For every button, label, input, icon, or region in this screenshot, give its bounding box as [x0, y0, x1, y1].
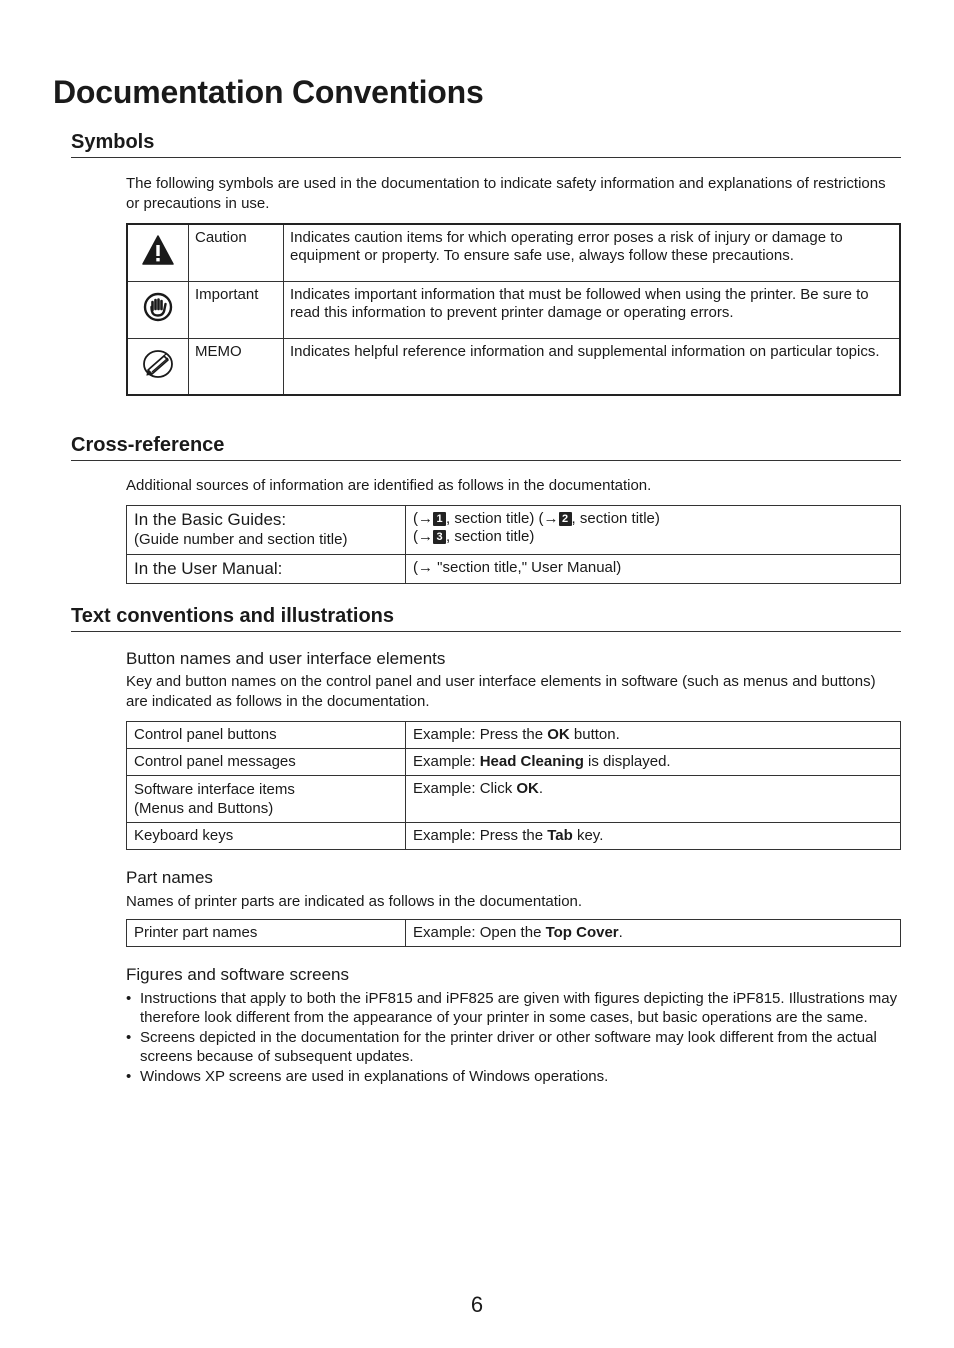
part-names-intro: Names of printer parts are indicated as follows in the documentation.	[126, 893, 583, 910]
symbols-table	[126, 223, 901, 396]
basic-guides-sublabel: (Guide number and section title)	[134, 531, 348, 548]
page-number: 6	[470, 1292, 484, 1317]
convention-label: Control panel buttons	[127, 722, 406, 749]
example-text: Example: Press the	[413, 726, 548, 743]
basic-guides-format	[406, 506, 901, 555]
convention-example	[406, 722, 901, 749]
page-title: Documentation Conventions	[53, 74, 484, 110]
text-conventions-heading: Text conventions and illustrations	[71, 605, 901, 632]
section-title-text: , section title)	[446, 528, 535, 545]
section-title-text: , section title) (→	[446, 510, 559, 527]
table-row	[127, 776, 901, 823]
table-row	[127, 722, 901, 749]
list-item: • Windows XP screens are used in explanations of Windows operations.	[126, 1067, 901, 1086]
example-text: Example: Open the	[413, 924, 546, 941]
table-row	[127, 823, 901, 850]
symbol-description: Indicates helpful reference information and supplemental information on particular topics.	[284, 338, 901, 395]
arrow-text: (→	[413, 510, 433, 527]
convention-example	[406, 776, 901, 823]
symbols-intro: The following symbols are used in the documentation to indicate safety information and explanations of restrictions or precautions in use.	[126, 175, 886, 212]
convention-example	[406, 920, 901, 947]
example-text: .	[618, 924, 623, 941]
button-conventions-table	[126, 721, 901, 850]
crossref-heading: Cross-reference	[71, 434, 901, 461]
convention-label: Printer part names	[127, 920, 406, 947]
example-bold: OK	[516, 780, 539, 797]
user-manual-format: (→ "section title," User Manual)	[406, 555, 901, 584]
basic-guides-label: In the Basic Guides:	[134, 510, 287, 529]
arrow-text: (→	[413, 528, 433, 545]
symbol-description: Indicates important information that must be followed when using the printer. Be sure to read this information to prevent printer damage or operating errors.	[284, 281, 901, 338]
figures-bullet-list	[126, 989, 901, 1087]
part-names-table	[126, 919, 901, 947]
crossref-table	[126, 505, 901, 584]
guide-number-badge: 3	[433, 530, 446, 544]
example-bold: Head Cleaning	[479, 753, 584, 770]
example-bold: OK	[547, 726, 570, 743]
guide-number-badge: 2	[559, 512, 572, 526]
caution-triangle-icon	[142, 235, 174, 265]
example-text: button.	[569, 726, 620, 743]
user-manual-label: In the User Manual:	[127, 555, 406, 584]
list-item: • Screens depicted in the documentation for the printer driver or other software may look different from the actual screens because of subsequent updates.	[126, 1028, 901, 1066]
example-text: key.	[572, 827, 604, 844]
symbol-description: Indicates caution items for which operating error poses a risk of injury or damage to equipment or property. To ensure safe use, always follow these precautions.	[284, 224, 901, 281]
convention-example	[406, 823, 901, 850]
stop-hand-icon	[143, 292, 173, 322]
example-text: .	[538, 780, 544, 797]
convention-label: Keyboard keys	[127, 823, 406, 850]
convention-label	[127, 776, 406, 823]
buttons-subhead: Button names and user interface elements	[126, 649, 446, 668]
symbol-name: Caution	[189, 224, 284, 281]
example-bold: Tab	[547, 827, 573, 844]
symbols-heading: Symbols	[71, 131, 901, 158]
table-row	[127, 920, 901, 947]
crossref-intro: Additional sources of information are identified as follows in the documentation.	[126, 477, 652, 494]
section-title-text: , section title)	[571, 510, 660, 527]
example-text: Example: Click	[413, 780, 517, 797]
label-line: Software interface items	[134, 781, 295, 798]
list-item: • Instructions that apply to both the iPF815 and iPF825 are given with figures depicting the iPF815. Illustrations may therefore look different from the appearance of your printer in some cases, but basic operations are the same.	[126, 989, 901, 1027]
memo-pencil-icon	[142, 349, 174, 379]
table-row	[127, 506, 901, 555]
part-names-subhead: Part names	[126, 868, 213, 887]
table-row	[127, 555, 901, 584]
example-text: is displayed.	[583, 753, 671, 770]
table-row	[127, 224, 900, 281]
table-row	[127, 281, 900, 338]
example-text: Example: Press the	[413, 827, 548, 844]
guide-number-badge: 1	[433, 512, 446, 526]
label-line: (Menus and Buttons)	[134, 800, 274, 817]
symbol-name: Important	[189, 281, 284, 338]
example-text: Example:	[413, 753, 480, 770]
buttons-intro: Key and button names on the control panel and user interface elements in software (such as menus and buttons) are indicated as follows in the documentation.	[126, 673, 876, 710]
table-row	[127, 749, 901, 776]
table-row	[127, 338, 900, 395]
example-bold: Top Cover	[545, 924, 619, 941]
symbol-name: MEMO	[189, 338, 284, 395]
convention-label: Control panel messages	[127, 749, 406, 776]
convention-example	[406, 749, 901, 776]
figures-subhead: Figures and software screens	[126, 965, 349, 984]
